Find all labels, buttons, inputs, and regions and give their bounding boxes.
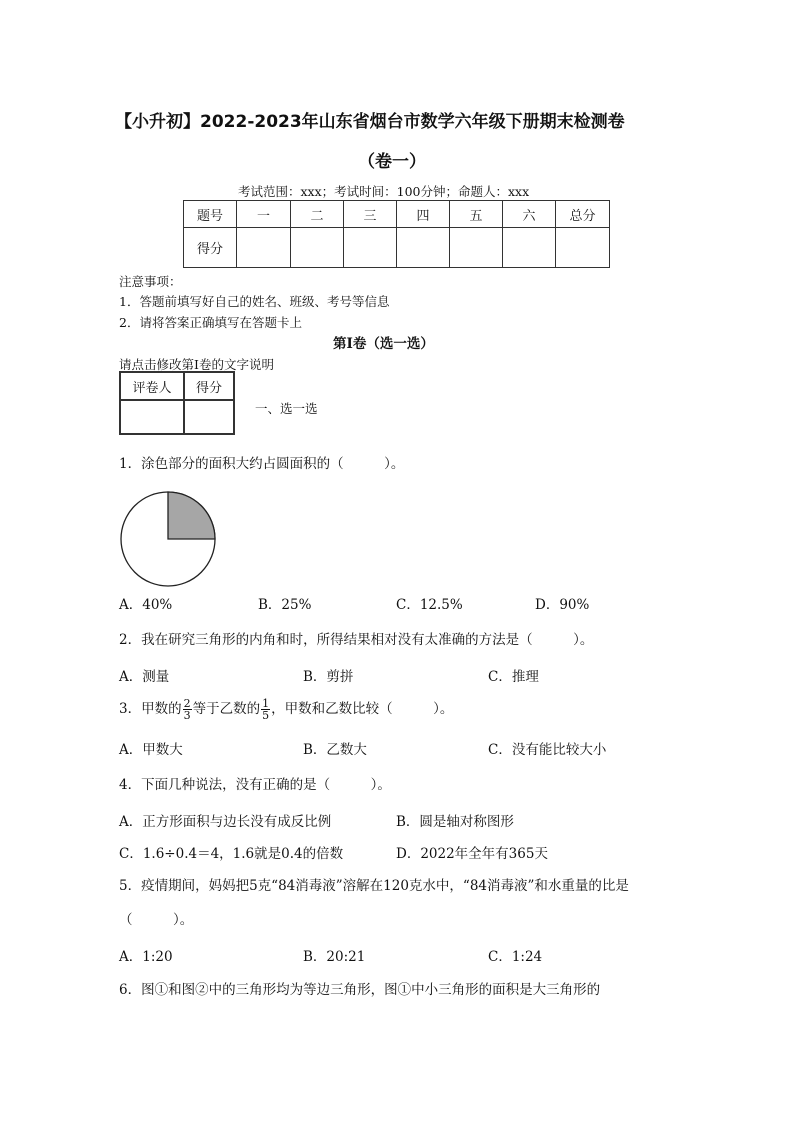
option[interactable]: B．乙数大	[303, 742, 367, 758]
question-1: 1．涂色部分的面积大约占圆面积的（ ）。	[119, 456, 405, 472]
grader-cell[interactable]	[184, 400, 234, 434]
fraction	[261, 698, 270, 721]
option[interactable]: A．测量	[119, 669, 170, 685]
score-header-cell: 五	[450, 201, 503, 228]
question-3-part: 等于乙数的	[192, 701, 261, 717]
page-subtitle: （卷一）	[358, 152, 426, 172]
circle-figure	[118, 489, 218, 589]
option[interactable]: C．没有能比较大小	[488, 742, 607, 758]
note-item: 1．答题前填写好自己的姓名、班级、考号等信息	[119, 294, 390, 309]
question-3-part: 3．甲数的	[119, 701, 182, 717]
option[interactable]: C．1.6÷0.4＝4，1.6就是0.4的倍数	[119, 846, 344, 862]
exam-info: 考试范围：xxx；考试时间：100分钟；命题人：xxx	[238, 184, 530, 199]
question-3	[119, 697, 453, 721]
option[interactable]: A．甲数大	[119, 742, 183, 758]
option[interactable]: C．12.5%	[396, 597, 463, 613]
option[interactable]: B．25%	[258, 597, 312, 613]
question-3-part: ，甲数和乙数比较（ ）。	[271, 701, 454, 717]
grader-cell[interactable]	[120, 400, 184, 434]
option[interactable]: B．20:21	[303, 949, 366, 965]
option[interactable]: D．90%	[535, 597, 590, 613]
option[interactable]: C．1:24	[488, 949, 543, 965]
score-header-cell: 三	[344, 201, 397, 228]
score-header-cell: 题号	[184, 201, 237, 228]
score-cell[interactable]	[344, 228, 397, 268]
grader-header: 评卷人	[120, 372, 184, 400]
score-table	[183, 200, 610, 268]
section-title: 第Ⅰ卷（选一选）	[333, 336, 434, 352]
option[interactable]: D．2022年全年有365天	[396, 846, 548, 862]
option[interactable]: C．推理	[488, 669, 539, 685]
score-cell[interactable]	[397, 228, 450, 268]
score-cell[interactable]	[450, 228, 503, 268]
score-cell[interactable]	[556, 228, 610, 268]
part-title: 一、选一选	[255, 401, 318, 416]
option[interactable]: A．40%	[119, 597, 173, 613]
section-instruction[interactable]: 请点击修改第Ⅰ卷的文字说明	[119, 357, 274, 372]
shaded-sector	[168, 492, 215, 539]
score-header-cell: 六	[503, 201, 556, 228]
question-6: 6．图①和图②中的三角形均为等边三角形，图①中小三角形的面积是大三角形的	[119, 982, 601, 998]
question-4: 4．下面几种说法，没有正确的是（ ）。	[119, 777, 391, 793]
score-header-cell: 一	[237, 201, 291, 228]
fraction-denominator: 5	[262, 709, 270, 722]
score-header-cell: 二	[291, 201, 344, 228]
score-header-cell: 四	[397, 201, 450, 228]
page-title: 【小升初】2022-2023年山东省烟台市数学六年级下册期末检测卷	[115, 112, 625, 132]
grader-header: 得分	[184, 372, 234, 400]
option[interactable]: B．剪拼	[303, 669, 354, 685]
question-5-blank: （ ）。	[119, 912, 194, 928]
question-2: 2．我在研究三角形的内角和时，所得结果相对没有太准确的方法是（ ）。	[119, 632, 594, 648]
fraction	[183, 698, 192, 721]
score-cell[interactable]	[503, 228, 556, 268]
option[interactable]: B．圆是轴对称图形	[396, 814, 514, 830]
fraction-numerator: 1	[262, 697, 270, 710]
option[interactable]: A．正方形面积与边长没有成反比例	[119, 814, 332, 830]
score-cell[interactable]	[237, 228, 291, 268]
grader-table	[119, 371, 235, 435]
note-item: 2．请将答案正确填写在答题卡上	[119, 315, 302, 330]
score-row-label: 得分	[184, 228, 237, 268]
question-5: 5．疫情期间，妈妈把5克“84消毒液”溶解在120克水中，“84消毒液”和水重量的比是	[119, 878, 629, 894]
fraction-denominator: 3	[183, 709, 191, 722]
notes-heading: 注意事项：	[119, 274, 182, 289]
option[interactable]: A．1:20	[119, 949, 173, 965]
fraction-numerator: 2	[183, 697, 191, 710]
score-cell[interactable]	[291, 228, 344, 268]
score-header-cell: 总分	[556, 201, 610, 228]
